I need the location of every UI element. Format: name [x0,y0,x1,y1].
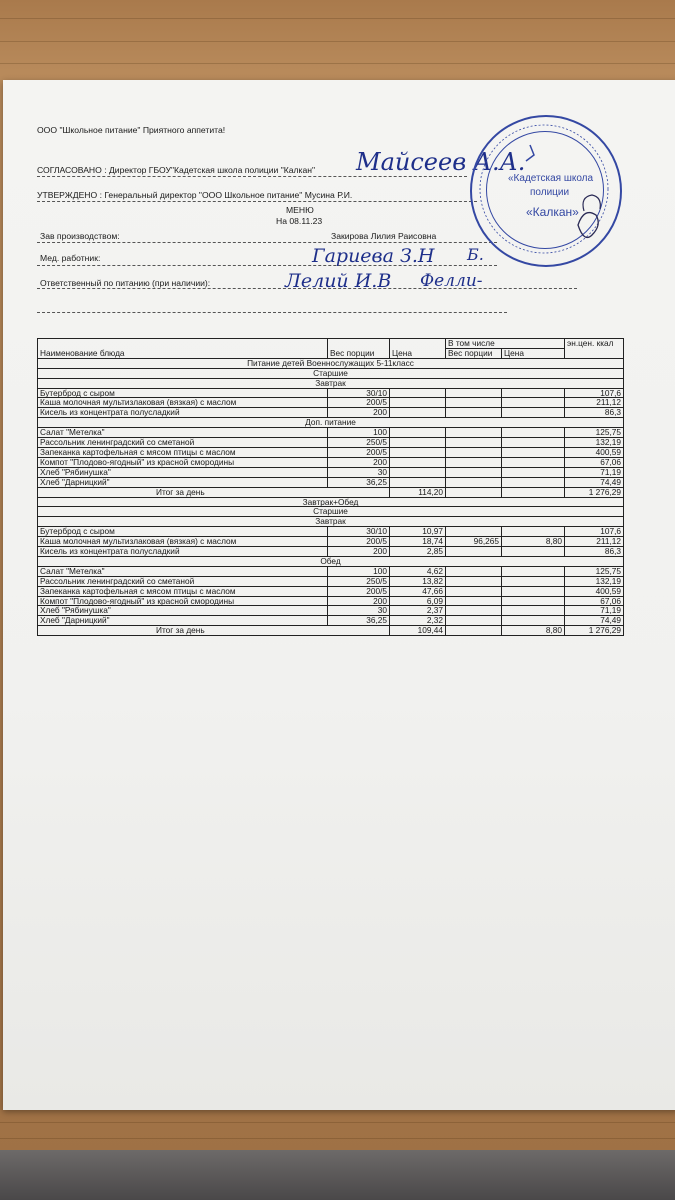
dish-price: 47,66 [390,586,446,596]
table-row [38,398,624,408]
table-row [38,467,624,477]
dish-price: 10,97 [390,527,446,537]
table-row [38,477,624,487]
approved-line: УТВЕРЖДЕНО : Генеральный директор "ООО Школьное питание" Мусина Р.И. [37,190,353,200]
dish-incl-price: 8,80 [502,537,565,547]
dish-incl-weight [446,586,502,596]
dish-price: 2,37 [390,606,446,616]
dish-incl-weight [446,547,502,557]
dish-name: Запеканка картофельная с мясом птицы с маслом [38,586,328,596]
fabric-background [0,1150,675,1200]
col-header-energy: эн.цен. ккал [565,339,624,359]
manager-name: Закирова Лилия Раисовна [331,231,437,241]
dish-incl-price [502,447,565,457]
table-header-row [38,339,624,349]
dish-weight: 200/5 [328,586,390,596]
dish-incl-weight [446,616,502,626]
dish-weight: 100 [328,428,390,438]
dish-price: 4,62 [390,566,446,576]
section-row [38,556,624,566]
school-seal-stamp: «Кадетская школа полиции «Калкан» [470,115,622,267]
dish-kcal: 400,59 [565,586,624,596]
dish-price: 18,74 [390,537,446,547]
dish-kcal: 211,12 [565,537,624,547]
dish-weight: 200/5 [328,447,390,457]
dish-kcal: 107,6 [565,527,624,537]
total-row [38,487,624,497]
dish-kcal: 67,06 [565,596,624,606]
dish-incl-weight [446,388,502,398]
dish-incl-price [502,527,565,537]
total-kcal: 1 276,29 [565,626,624,636]
dish-incl-price [502,438,565,448]
manager-label: Зав производством: [40,231,120,241]
menu-table [37,338,624,636]
section-title: Завтрак [38,517,624,527]
dish-weight: 30 [328,467,390,477]
dish-price [390,408,446,418]
dish-incl-weight [446,596,502,606]
dish-name: Каша молочная мультизлаковая (вязкая) с маслом [38,398,328,408]
responsible-signature: Лелий И.В [285,270,392,292]
dish-name: Рассольник ленинградский со сметаной [38,438,328,448]
dish-price: 13,82 [390,576,446,586]
dish-incl-price [502,616,565,626]
dish-weight: 250/5 [328,576,390,586]
dish-incl-weight [446,428,502,438]
dish-incl-weight [446,576,502,586]
section-title: Завтрак [38,378,624,388]
dish-weight: 100 [328,566,390,576]
table-row [38,428,624,438]
dish-weight: 200/5 [328,398,390,408]
dish-name: Кисель из концентрата полусладкий [38,547,328,557]
table-row [38,576,624,586]
total-price: 114,20 [390,487,446,497]
dish-name: Рассольник ленинградский со сметаной [38,576,328,586]
dish-kcal: 107,6 [565,388,624,398]
medic-label: Мед. работник: [40,253,101,263]
total-incl-weight [446,487,502,497]
dish-incl-weight [446,398,502,408]
section-row [38,368,624,378]
manager-underline [37,242,497,243]
medic-mark: Б. [467,245,484,264]
table-row [38,388,624,398]
table-row [38,596,624,606]
dish-incl-weight [446,566,502,576]
dish-weight: 200 [328,457,390,467]
dish-kcal: 67,06 [565,457,624,467]
dish-weight: 36,25 [328,616,390,626]
dish-name: Хлеб "Дарницкий" [38,477,328,487]
section-row [38,358,624,368]
dish-name: Кисель из концентрата полусладкий [38,408,328,418]
dish-weight: 250/5 [328,438,390,448]
total-kcal: 1 276,29 [565,487,624,497]
dish-incl-weight [446,477,502,487]
dish-incl-price [502,408,565,418]
col-header-incl-price: Цена [502,348,565,358]
responsible-label: Ответственный по питанию (при наличии): [40,278,211,288]
dish-incl-price [502,586,565,596]
section-title: Питание детей Военнослужащих 5-11класс [38,358,624,368]
dish-kcal: 74,49 [565,616,624,626]
dish-incl-price [502,576,565,586]
total-incl-price [502,487,565,497]
director-signature: Майсеев А.А. [356,148,526,176]
col-header-incl: В том числе [446,339,565,349]
menu-date: На 08.11.23 [276,216,323,226]
dish-weight: 200 [328,596,390,606]
section-title: Завтрак+Обед [38,497,624,507]
table-row [38,537,624,547]
col-header-name: Наименование блюда [38,339,328,359]
dish-kcal: 86,3 [565,408,624,418]
dish-incl-price [502,398,565,408]
section-row [38,497,624,507]
dish-incl-weight: 96,265 [446,537,502,547]
dish-weight: 30/10 [328,388,390,398]
dish-price [390,447,446,457]
section-row [38,517,624,527]
dish-weight: 200 [328,547,390,557]
dish-incl-price [502,388,565,398]
dish-incl-weight [446,457,502,467]
dish-kcal: 125,75 [565,428,624,438]
table-row [38,527,624,537]
dish-name: Хлеб "Дарницкий" [38,616,328,626]
col-header-price: Цена [390,339,446,359]
dish-kcal: 211,12 [565,398,624,408]
dish-weight: 30/10 [328,527,390,537]
dish-incl-price [502,596,565,606]
dish-price: 6,09 [390,596,446,606]
dish-price: 2,32 [390,616,446,626]
dish-price [390,438,446,448]
dish-incl-price [502,477,565,487]
chef-emblem-icon [470,115,618,263]
dish-incl-weight [446,527,502,537]
dish-weight: 200 [328,408,390,418]
total-label: Итог за день [38,626,390,636]
total-incl-price: 8,80 [502,626,565,636]
dish-kcal: 125,75 [565,566,624,576]
blank-underline [37,312,507,313]
section-row [38,418,624,428]
col-header-weight: Вес порции [328,339,390,359]
org-line: ООО "Школьное питание" Приятного аппетита! [37,125,226,135]
dish-price: 2,85 [390,547,446,557]
dish-kcal: 132,19 [565,438,624,448]
total-row [38,626,624,636]
dish-price [390,388,446,398]
table-row [38,457,624,467]
table-row [38,438,624,448]
dish-name: Бутерброд с сыром [38,527,328,537]
dish-name: Каша молочная мультизлаковая (вязкая) с маслом [38,537,328,547]
medic-signature: Гариева З.Н [312,245,435,267]
approved-underline [37,201,477,202]
dish-kcal: 71,19 [565,606,624,616]
dish-weight: 36,25 [328,477,390,487]
responsible-signature-2: Фелли- [420,271,483,291]
dish-incl-price [502,428,565,438]
dish-kcal: 74,49 [565,477,624,487]
dish-price [390,398,446,408]
dish-kcal: 71,19 [565,467,624,477]
table-row [38,566,624,576]
dish-incl-price [502,566,565,576]
section-title: Старшие [38,507,624,517]
dish-price [390,428,446,438]
dish-kcal: 400,59 [565,447,624,457]
dish-price [390,467,446,477]
total-incl-weight [446,626,502,636]
dish-incl-price [502,606,565,616]
menu-title: МЕНЮ [286,205,314,215]
dish-name: Запеканка картофельная с мясом птицы с маслом [38,447,328,457]
dish-name: Компот "Плодово-ягодный" из красной смородины [38,596,328,606]
dish-name: Хлеб "Рябинушка" [38,467,328,477]
col-header-incl-weight: Вес порции [446,348,502,358]
agreed-underline [37,176,467,177]
table-row [38,606,624,616]
dish-kcal: 132,19 [565,576,624,586]
dish-weight: 30 [328,606,390,616]
dish-price [390,457,446,467]
total-price: 109,44 [390,626,446,636]
dish-incl-price [502,457,565,467]
section-title: Доп. питание [38,418,624,428]
dish-incl-weight [446,447,502,457]
table-row [38,547,624,557]
table-row [38,586,624,596]
dish-kcal: 86,3 [565,547,624,557]
table-row [38,447,624,457]
dish-weight: 200/5 [328,537,390,547]
table-row [38,616,624,626]
dish-incl-price [502,467,565,477]
total-label: Итог за день [38,487,390,497]
dish-name: Салат "Метелка" [38,566,328,576]
section-title: Старшие [38,368,624,378]
dish-price [390,477,446,487]
dish-incl-price [502,547,565,557]
section-title: Обед [38,556,624,566]
dish-name: Бутерброд с сыром [38,388,328,398]
dish-incl-weight [446,606,502,616]
dish-name: Хлеб "Рябинушка" [38,606,328,616]
dish-incl-weight [446,467,502,477]
agreed-line: СОГЛАСОВАНО : Директор ГБОУ"Кадетская школа полиции "Калкан" [37,165,316,175]
section-row [38,378,624,388]
table-row [38,408,624,418]
dish-name: Салат "Метелка" [38,428,328,438]
dish-name: Компот "Плодово-ягодный" из красной смородины [38,457,328,467]
dish-incl-weight [446,438,502,448]
dish-incl-weight [446,408,502,418]
section-row [38,507,624,517]
